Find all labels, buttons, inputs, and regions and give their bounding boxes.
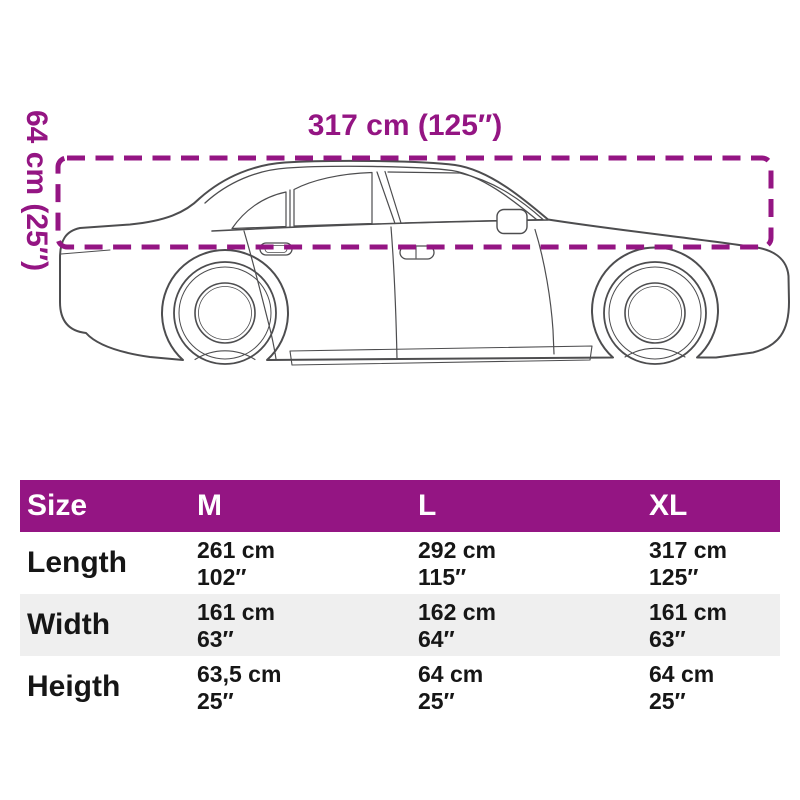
- size-table: [20, 480, 780, 718]
- cell-cm-value: 63,5 cm: [197, 661, 282, 687]
- table-header-l: L: [418, 480, 649, 532]
- cell-cm-value: 162 cm: [418, 599, 497, 625]
- rear-wheel: [174, 262, 276, 364]
- table-cell: [197, 532, 418, 594]
- table-cell: [649, 656, 780, 718]
- table-cell: [649, 532, 780, 594]
- length-dimension-label: 317 cm (125″): [307, 109, 503, 142]
- table-cell: [418, 532, 649, 594]
- cell-inch-value: 64″: [418, 626, 455, 652]
- cell-inch-value: 25″: [418, 688, 455, 714]
- cell-inch-value: 25″: [649, 688, 686, 714]
- table-header-size: Size: [20, 480, 197, 532]
- table-cell: [418, 594, 649, 656]
- cell-inch-value: 102″: [197, 564, 247, 590]
- table-row-label-length: Length: [27, 546, 127, 579]
- cell-cm-value: 64 cm: [649, 661, 715, 687]
- cell-cm-value: 317 cm: [649, 537, 728, 563]
- table-row-label-height: Heigth: [27, 670, 121, 703]
- cell-cm-value: 261 cm: [197, 537, 276, 563]
- cell-inch-value: 25″: [197, 688, 234, 714]
- cell-cm-value: 292 cm: [418, 537, 497, 563]
- side-mirror: [497, 210, 527, 234]
- table-header-xl: XL: [649, 480, 780, 532]
- table-cell: [649, 594, 780, 656]
- cell-inch-value: 63″: [649, 626, 686, 652]
- table-header-m: M: [197, 480, 418, 532]
- cell-inch-value: 115″: [418, 564, 467, 590]
- front-wheel: [604, 262, 706, 364]
- table-row-label-width: Width: [20, 594, 197, 656]
- cell-cm-value: 161 cm: [197, 599, 276, 625]
- table-cell: [197, 656, 418, 718]
- cell-inch-value: 125″: [649, 564, 699, 590]
- cell-cm-value: 64 cm: [418, 661, 484, 687]
- table-cell: [418, 656, 649, 718]
- height-dimension-label: 64 cm (25″): [20, 110, 53, 272]
- cell-inch-value: 63″: [197, 626, 234, 652]
- cell-cm-value: 161 cm: [649, 599, 728, 625]
- table-cell: [197, 594, 418, 656]
